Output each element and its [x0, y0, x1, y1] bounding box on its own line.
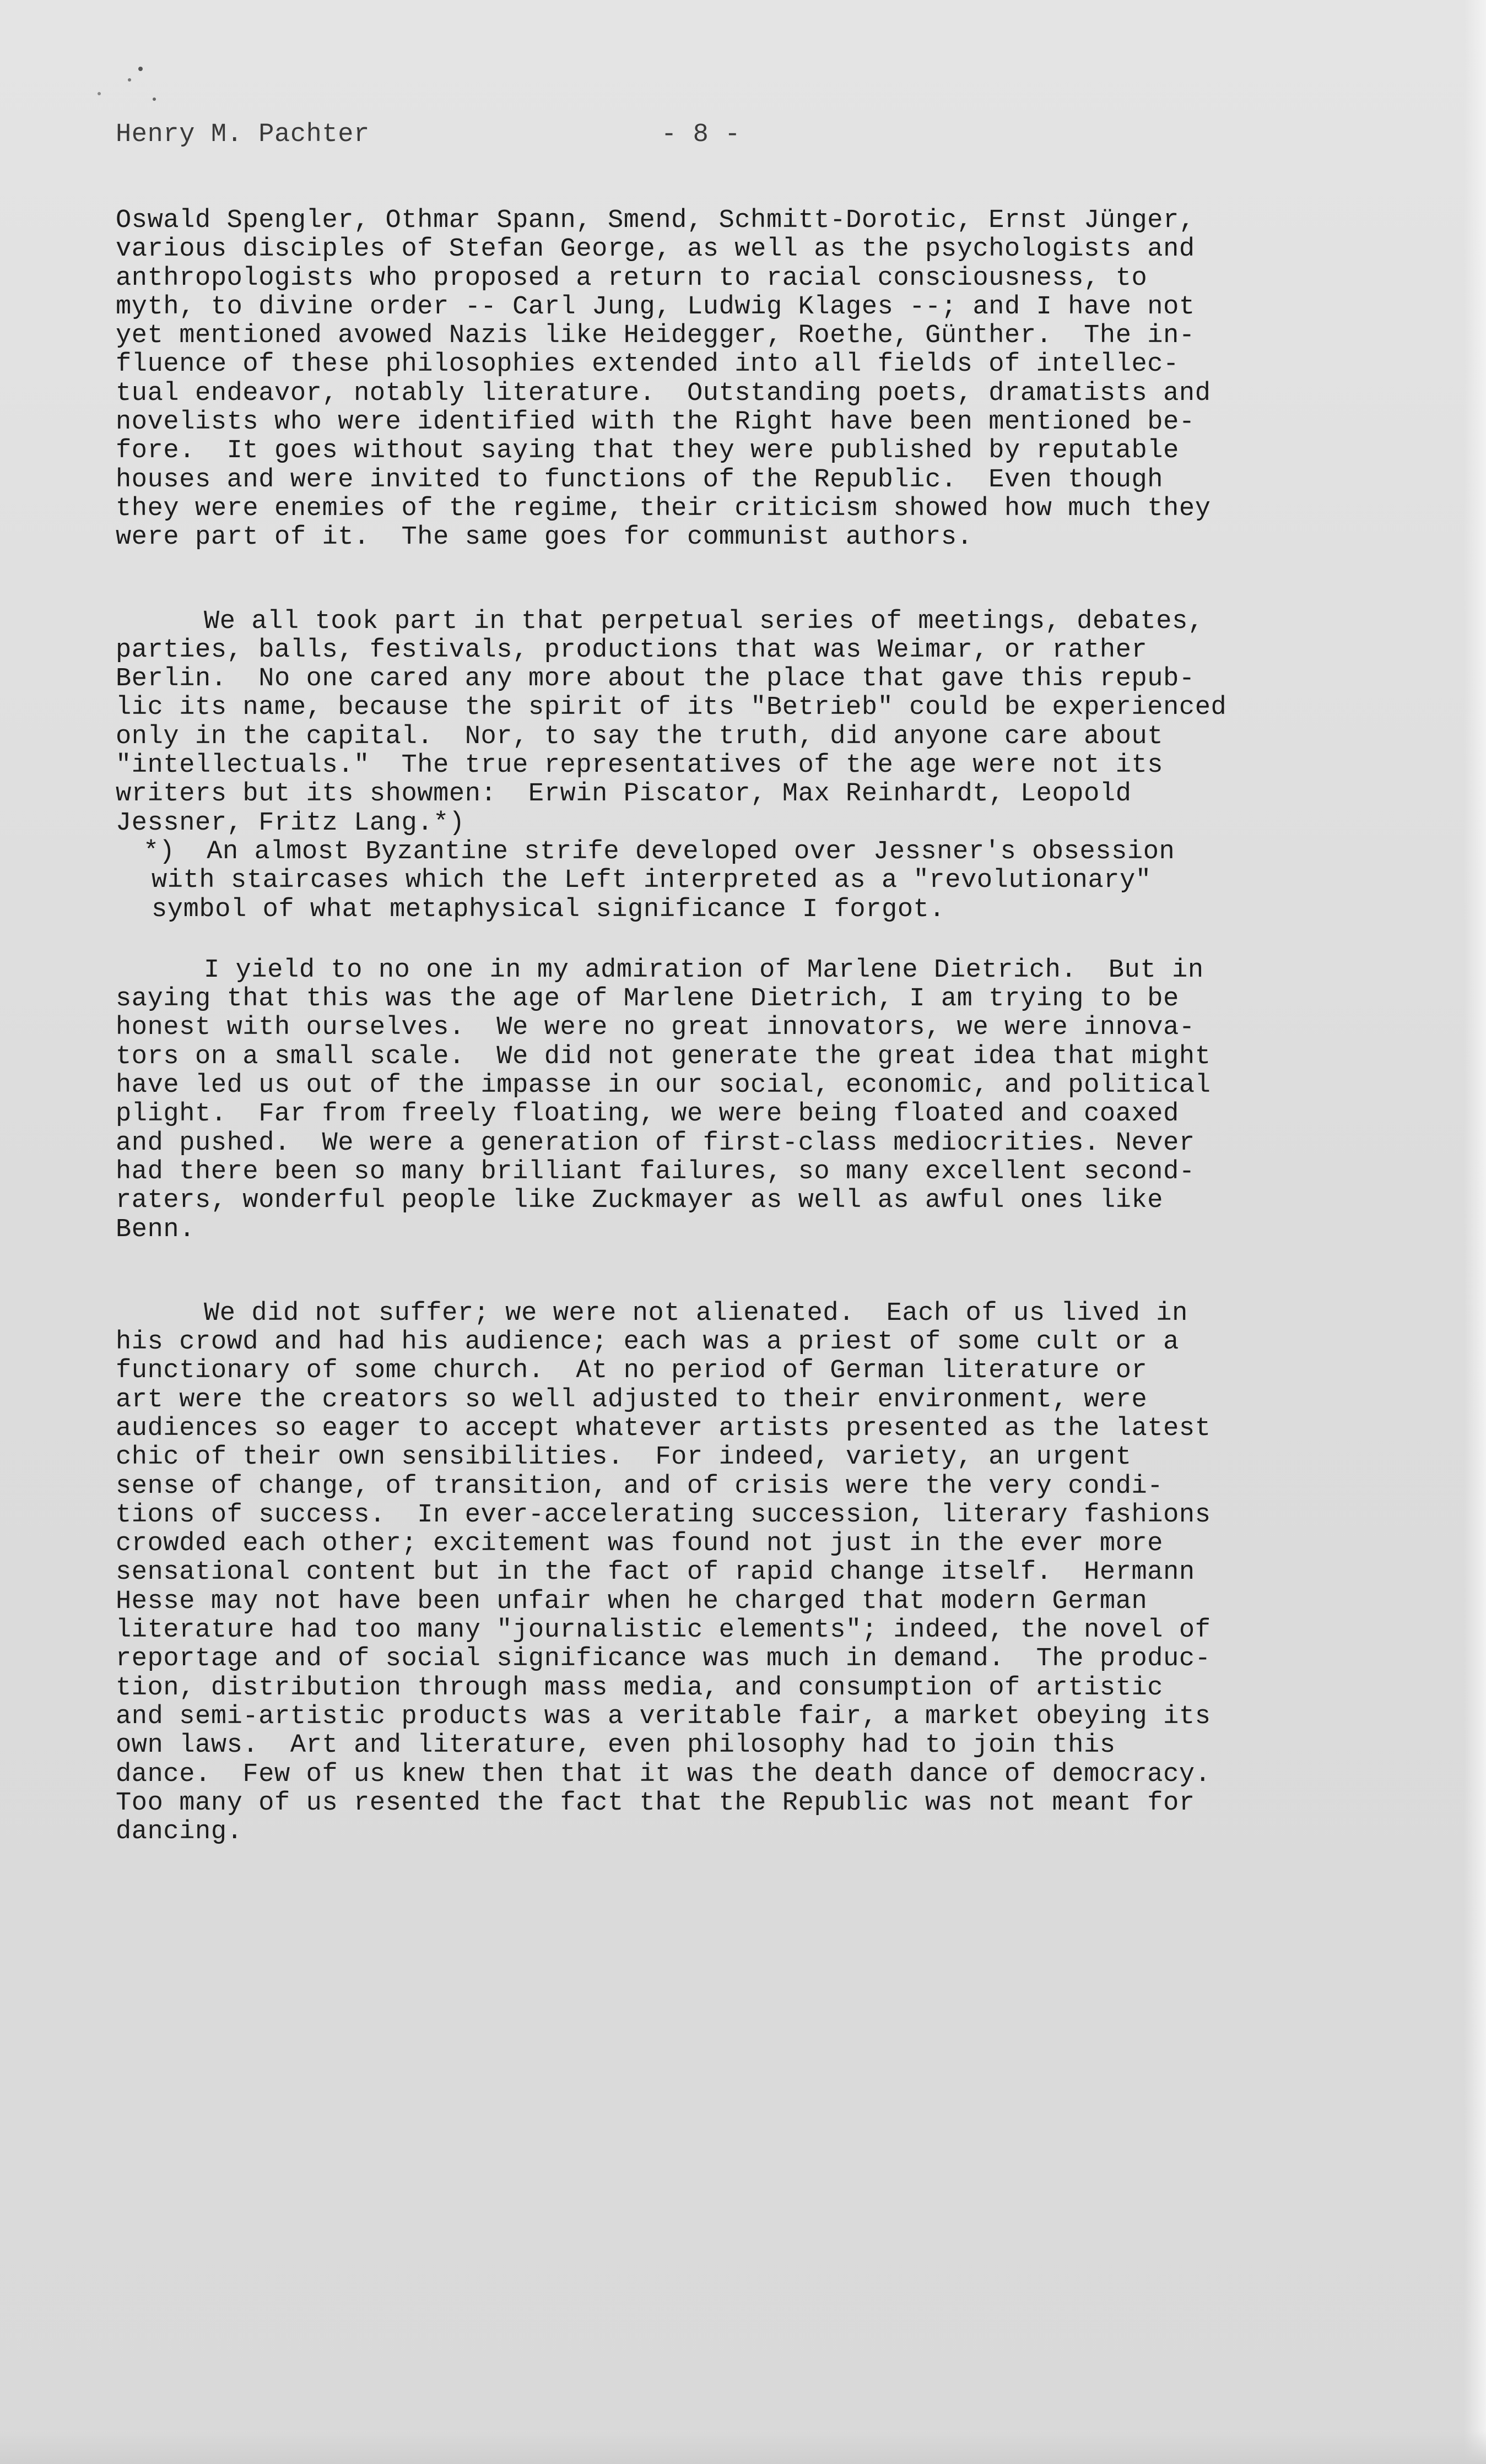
- text-line: Too many of us resented the fact that the Republic was not meant for: [116, 1788, 1195, 1818]
- footnote-line: with staircases which the Left interpreted as a "revolutionary": [152, 866, 1152, 896]
- text-line: tion, distribution through mass media, and consumption of artistic: [116, 1673, 1164, 1703]
- document-body: [116, 207, 1405, 1846]
- text-line: sense of change, of transition, and of crisis were the very condi-: [116, 1471, 1164, 1501]
- text-line: fluence of these philosophies extended into all fields of intellec-: [116, 350, 1179, 380]
- text-line: dancing.: [116, 1817, 243, 1847]
- text-line: yet mentioned avowed Nazis like Heidegger, Roethe, Günther. The in-: [116, 321, 1195, 351]
- text-line: they were enemies of the regime, their criticism showed how much they: [116, 494, 1211, 523]
- text-line: anthropologists who proposed a return to racial consciousness, to: [116, 263, 1148, 293]
- footnote-line: symbol of what metaphysical significance I forgot.: [152, 895, 945, 924]
- text-line: have led us out of the impasse in our social, economic, and political: [116, 1071, 1211, 1101]
- text-line: We all took part in that perpetual series of meetings, debates,: [204, 606, 1204, 636]
- paragraph-2: [116, 608, 1405, 838]
- text-line: were part of it. The same goes for communist authors.: [116, 523, 973, 553]
- text-line: chic of their own sensibilities. For indeed, variety, an urgent: [116, 1443, 1132, 1472]
- text-line: I yield to no one in my admiration of Marlene Dietrich. But in: [204, 955, 1204, 985]
- text-line: tors on a small scale. We did not generate the great idea that might: [116, 1042, 1211, 1071]
- text-line: tions of success. In ever-accelerating succession, literary fashions: [116, 1500, 1211, 1530]
- text-line: houses and were invited to functions of the Republic. Even though: [116, 465, 1164, 495]
- text-line: various disciples of Stefan George, as well as the psychologists and: [116, 235, 1195, 264]
- page-number: - 8 -: [661, 120, 741, 149]
- text-line: honest with ourselves. We were no great innovators, we were innova-: [116, 1013, 1195, 1043]
- text-line: only in the capital. Nor, to say the truth, did anyone care about: [116, 722, 1164, 751]
- text-line: tual endeavor, notably literature. Outstanding poets, dramatists and: [116, 378, 1211, 408]
- text-line: writers but its showmen: Erwin Piscator, Max Reinhardt, Leopold: [116, 779, 1132, 809]
- text-line: reportage and of social significance was much in demand. The produc-: [116, 1644, 1211, 1674]
- text-line: saying that this was the age of Marlene Dietrich, I am trying to be: [116, 984, 1179, 1014]
- text-line: novelists who were identified with the Right have been mentioned be-: [116, 408, 1195, 437]
- paragraph-3: [116, 956, 1405, 1244]
- text-line: Oswald Spengler, Othmar Spann, Smend, Schmitt-Dorotic, Ernst Jünger,: [116, 206, 1195, 235]
- text-line: literature had too many "journalistic elements"; indeed, the novel of: [116, 1616, 1211, 1645]
- text-line: had there been so many brilliant failures, so many excellent second-: [116, 1157, 1195, 1187]
- text-line: lic its name, because the spirit of its "Betrieb" could be experienced: [116, 693, 1227, 723]
- text-line: audiences so eager to accept whatever artists presented as the latest: [116, 1414, 1211, 1443]
- text-line: myth, to divine order -- Carl Jung, Ludwig Klages --; and I have not: [116, 292, 1195, 322]
- text-line: Jessner, Fritz Lang.*): [116, 808, 465, 838]
- text-line: his crowd and had his audience; each was a priest of some cult or a: [116, 1328, 1179, 1357]
- text-line: art were the creators so well adjusted to their environment, were: [116, 1385, 1148, 1415]
- paragraph-1: [116, 207, 1405, 553]
- page-header: [116, 120, 1383, 159]
- paragraph-gap: [116, 553, 1405, 608]
- text-line: fore. It goes without saying that they were published by reputable: [116, 436, 1179, 466]
- text-line: dance. Few of us knew then that it was the death dance of democracy.: [116, 1759, 1211, 1789]
- text-line: raters, wonderful people like Zuckmayer as well as awful ones like: [116, 1186, 1164, 1216]
- page-bottom-shadow: [0, 2431, 1486, 2464]
- paragraph-gap: [116, 924, 1405, 956]
- text-line: "intellectuals." The true representatives of the age were not its: [116, 751, 1164, 781]
- text-line: sensational content but in the fact of rapid change itself. Hermann: [116, 1558, 1195, 1588]
- text-line: crowded each other; excitement was found not just in the ever more: [116, 1529, 1164, 1559]
- text-line: Benn.: [116, 1215, 196, 1244]
- text-line: Berlin. No one cared any more about the place that gave this repub-: [116, 664, 1195, 694]
- author-name: Henry M. Pachter: [116, 120, 370, 149]
- ink-specks: [88, 61, 176, 110]
- text-line: and pushed. We were a generation of first-class mediocrities. Never: [116, 1128, 1195, 1158]
- text-line: parties, balls, festivals, productions that was Weimar, or rather: [116, 635, 1148, 665]
- footnote-line: *) An almost Byzantine strife developed over Jessner's obsession: [143, 837, 1175, 867]
- footnote: [116, 838, 1405, 924]
- text-line: Hesse may not have been unfair when he charged that modern German: [116, 1586, 1148, 1616]
- text-line: own laws. Art and literature, even philosophy had to join this: [116, 1731, 1116, 1761]
- text-line: plight. Far from freely floating, we were being floated and coaxed: [116, 1100, 1179, 1129]
- paragraph-4: [116, 1299, 1405, 1847]
- text-line: and semi-artistic products was a veritable fair, a market obeying its: [116, 1702, 1211, 1731]
- page-edge-shadow: [1464, 0, 1486, 2464]
- text-line: We did not suffer; we were not alienated. Each of us lived in: [204, 1298, 1188, 1328]
- paragraph-gap: [116, 1244, 1405, 1299]
- text-line: functionary of some church. At no period of German literature or: [116, 1356, 1148, 1386]
